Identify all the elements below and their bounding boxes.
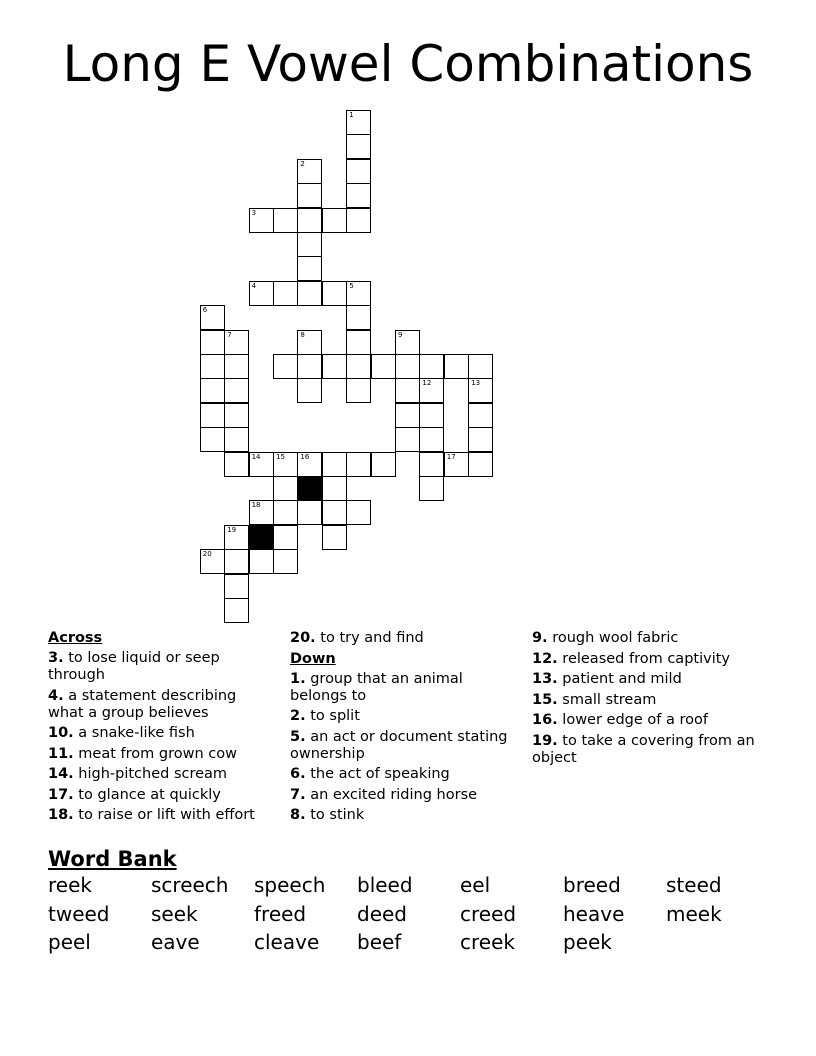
clue-number: 18.: [48, 807, 74, 823]
grid-cell[interactable]: [419, 378, 444, 403]
down-clue: [290, 671, 518, 705]
grid-cell[interactable]: [273, 525, 298, 550]
word-bank-word: tweed: [48, 901, 110, 926]
clue-text: an excited riding horse: [310, 786, 478, 803]
clue-number: 2.: [290, 708, 306, 724]
word-bank-word: breed: [563, 873, 621, 897]
clue-number: 14: [251, 452, 261, 461]
grid-cell[interactable]: [322, 476, 347, 501]
clue-text: to stink: [310, 807, 365, 823]
grid-cell[interactable]: [249, 208, 274, 233]
clue-text: rough wool fabric: [552, 630, 679, 646]
down-clue: [532, 651, 772, 668]
black-cell: [249, 525, 274, 550]
clue-text: to split: [310, 708, 360, 724]
puzzle-title: Long E Vowel Combinations: [62, 35, 754, 93]
clue-text: high-pitched scream: [78, 766, 228, 782]
grid-cell[interactable]: [297, 354, 322, 379]
grid-cell[interactable]: [273, 549, 298, 574]
clue-number: 17: [446, 452, 456, 461]
grid-cell[interactable]: [224, 574, 249, 599]
across-clue: [48, 688, 276, 722]
clue-number: 2: [300, 159, 305, 168]
grid-cell[interactable]: [395, 330, 420, 355]
across-clue: [48, 725, 276, 742]
word-bank-word: speech: [254, 873, 326, 897]
down-clue: [290, 807, 518, 824]
grid-cell[interactable]: [224, 354, 249, 379]
grid-cell[interactable]: [224, 549, 249, 574]
clue-number: 7.: [290, 786, 306, 803]
clue-number: 20: [202, 550, 212, 559]
down-clue: [290, 729, 518, 763]
clue-number: 16.: [532, 712, 558, 728]
clue-text: lower edge of a roof: [562, 712, 708, 728]
across-header: Across: [48, 630, 103, 646]
grid-cell[interactable]: [249, 452, 274, 477]
clue-number: 9: [398, 330, 403, 339]
down-clue: [532, 692, 772, 709]
grid-cell[interactable]: [200, 378, 225, 403]
grid-cell[interactable]: [395, 354, 420, 379]
grid-cell[interactable]: [322, 281, 347, 306]
clue-number: 11.: [48, 745, 74, 762]
down-clue: [290, 766, 518, 783]
clue-number: 6.: [290, 766, 306, 782]
word-bank-word: eel: [460, 873, 491, 897]
clue-number: 10.: [48, 725, 74, 741]
word-bank-word: creek: [460, 930, 515, 954]
grid-cell[interactable]: [346, 110, 371, 135]
grid-cell[interactable]: [468, 354, 493, 379]
grid-cell[interactable]: [200, 330, 225, 355]
grid-cell[interactable]: [322, 452, 347, 477]
grid-cell[interactable]: [273, 500, 298, 525]
grid-cell[interactable]: [371, 452, 396, 477]
grid-cell[interactable]: [395, 378, 420, 403]
grid-cell[interactable]: [224, 427, 249, 452]
grid-cell[interactable]: [322, 354, 347, 379]
grid-cell[interactable]: [297, 256, 322, 281]
clue-text: to try and find: [320, 630, 424, 646]
clue-number: 3: [251, 208, 257, 217]
clue-number: 19: [227, 525, 237, 534]
clue-number: 8.: [290, 807, 306, 823]
grid-cell[interactable]: [200, 354, 225, 379]
clue-text: group that an animal belongs to: [290, 670, 463, 704]
clue-number: 9.: [532, 630, 548, 646]
word-bank-word: beef: [357, 930, 402, 954]
clue-number: 19.: [532, 732, 558, 749]
grid-cell[interactable]: [468, 427, 493, 452]
word-bank-word: seek: [151, 901, 198, 926]
grid-cell[interactable]: [224, 452, 249, 477]
grid-cell[interactable]: [200, 305, 225, 330]
clue-number: 5: [349, 281, 354, 290]
word-bank-word: steed: [666, 873, 722, 897]
clue-number: 7: [227, 330, 232, 339]
grid-cell[interactable]: [297, 378, 322, 403]
grid-cell[interactable]: [249, 549, 274, 574]
grid-cell[interactable]: [297, 500, 322, 525]
grid-cell[interactable]: [346, 281, 371, 306]
word-bank-word: bleed: [357, 873, 413, 897]
grid-cell[interactable]: [297, 330, 322, 355]
grid-cell[interactable]: [346, 134, 371, 159]
grid-cell[interactable]: [273, 281, 298, 306]
clue-number: 12: [422, 379, 432, 388]
clue-number: 16: [300, 452, 310, 461]
grid-cell[interactable]: [346, 183, 371, 208]
grid-cell[interactable]: [468, 452, 493, 477]
word-bank-word: peek: [563, 930, 612, 954]
clue-number: 13.: [532, 671, 558, 687]
down-clue: [290, 787, 518, 804]
clue-number: 3.: [48, 650, 64, 666]
grid-cell[interactable]: [371, 354, 396, 379]
grid-cell[interactable]: [419, 476, 444, 501]
grid-cell[interactable]: [224, 403, 249, 428]
clue-text: to glance at quickly: [78, 786, 221, 803]
word-bank-title: Word Bank: [48, 847, 177, 871]
clue-text: a statement describing what a group believes: [48, 687, 237, 721]
clue-number: 15.: [532, 691, 558, 708]
grid-cell[interactable]: [224, 330, 249, 355]
grid-cell[interactable]: [297, 452, 322, 477]
clue-text: to lose liquid or seep through: [48, 650, 220, 683]
grid-cell[interactable]: [346, 354, 371, 379]
word-bank-word: creed: [460, 901, 517, 926]
grid-cell[interactable]: [297, 232, 322, 257]
word-bank-word: deed: [357, 901, 407, 926]
across-clue: [48, 807, 276, 824]
grid-cell[interactable]: [346, 330, 371, 355]
grid-cell[interactable]: [419, 427, 444, 452]
grid-cell[interactable]: [322, 525, 347, 550]
grid-cell[interactable]: [297, 159, 322, 184]
grid-cell[interactable]: [200, 427, 225, 452]
word-bank-word: cleave: [254, 930, 320, 954]
clue-text: patient and mild: [562, 671, 682, 687]
clue-number: 18: [251, 501, 261, 510]
grid-cell[interactable]: [444, 354, 469, 379]
grid-cell[interactable]: [297, 208, 322, 233]
across-clue: [48, 650, 276, 684]
clue-text: to raise or lift with effort: [78, 807, 255, 823]
clue-number: 8: [300, 330, 305, 339]
clue-text: meat from grown cow: [78, 745, 237, 762]
clue-text: to take a covering from an object: [532, 732, 755, 766]
clue-number: 20.: [290, 630, 316, 646]
across-clue: [48, 766, 276, 783]
grid-cell[interactable]: [297, 183, 322, 208]
across-clue: [48, 746, 276, 763]
clue-text: the act of speaking: [310, 766, 450, 782]
down-clue: [532, 712, 772, 729]
clue-text: released from captivity: [562, 650, 730, 667]
grid-cell[interactable]: [468, 403, 493, 428]
grid-cell[interactable]: [224, 378, 249, 403]
clue-column-1: [48, 630, 276, 828]
clue-text: a snake-like fish: [78, 725, 195, 741]
clue-column-3: [532, 630, 772, 770]
grid-cell[interactable]: [346, 378, 371, 403]
clue-column-2: [290, 630, 518, 828]
grid-cell[interactable]: [249, 281, 274, 306]
clue-text: an act or document stating ownership: [290, 728, 508, 762]
grid-cell[interactable]: [346, 305, 371, 330]
across-clue: [290, 630, 518, 647]
down-clue: [290, 708, 518, 725]
grid-cell[interactable]: [419, 403, 444, 428]
grid-cell[interactable]: [224, 598, 249, 623]
clue-number: 15: [276, 452, 285, 461]
clue-number: 13: [471, 379, 481, 388]
grid-cell[interactable]: [322, 208, 347, 233]
grid-cell[interactable]: [346, 452, 371, 477]
clue-number: 1: [349, 111, 354, 119]
grid-cell[interactable]: [273, 208, 298, 233]
grid-cell[interactable]: [346, 208, 371, 233]
word-bank-word: reek: [48, 873, 92, 897]
down-clue: [532, 671, 772, 688]
clue-number: 17.: [48, 786, 74, 803]
grid-cell[interactable]: [419, 354, 444, 379]
clue-number: 1.: [290, 670, 306, 687]
grid-cell[interactable]: [395, 427, 420, 452]
grid-cell[interactable]: [273, 452, 298, 477]
down-clue: [532, 630, 772, 647]
black-cell: [297, 476, 322, 501]
word-bank-word: eave: [151, 930, 200, 954]
grid-cell[interactable]: [273, 354, 298, 379]
down-header: Down: [290, 650, 336, 667]
clue-number: 5.: [290, 728, 306, 745]
across-clue: [48, 787, 276, 804]
word-bank-word: screech: [151, 873, 229, 897]
grid-cell[interactable]: [322, 500, 347, 525]
clue-number: 4: [251, 281, 257, 290]
grid-cell[interactable]: [444, 452, 469, 477]
grid-cell[interactable]: [224, 525, 249, 550]
grid-cell[interactable]: [395, 403, 420, 428]
word-bank-word: freed: [254, 901, 307, 926]
clue-number: 12.: [532, 650, 558, 667]
word-bank-word: heave: [563, 901, 625, 926]
clue-number: 4.: [48, 687, 64, 704]
grid-cell[interactable]: [346, 500, 371, 525]
grid-cell[interactable]: [200, 403, 225, 428]
clue-number: 6: [202, 306, 208, 315]
grid-cell[interactable]: [297, 281, 322, 306]
grid-cell[interactable]: [419, 452, 444, 477]
grid-cell[interactable]: [346, 159, 371, 184]
word-bank-word: peel: [48, 930, 91, 954]
clue-text: small stream: [562, 691, 657, 708]
word-bank-word: meek: [666, 901, 722, 926]
grid-cell[interactable]: [468, 378, 493, 403]
down-clue: [532, 733, 772, 767]
grid-cell[interactable]: [249, 500, 274, 525]
clue-number: 14.: [48, 766, 74, 782]
grid-cell[interactable]: [200, 549, 225, 574]
grid-cell[interactable]: [273, 476, 298, 501]
